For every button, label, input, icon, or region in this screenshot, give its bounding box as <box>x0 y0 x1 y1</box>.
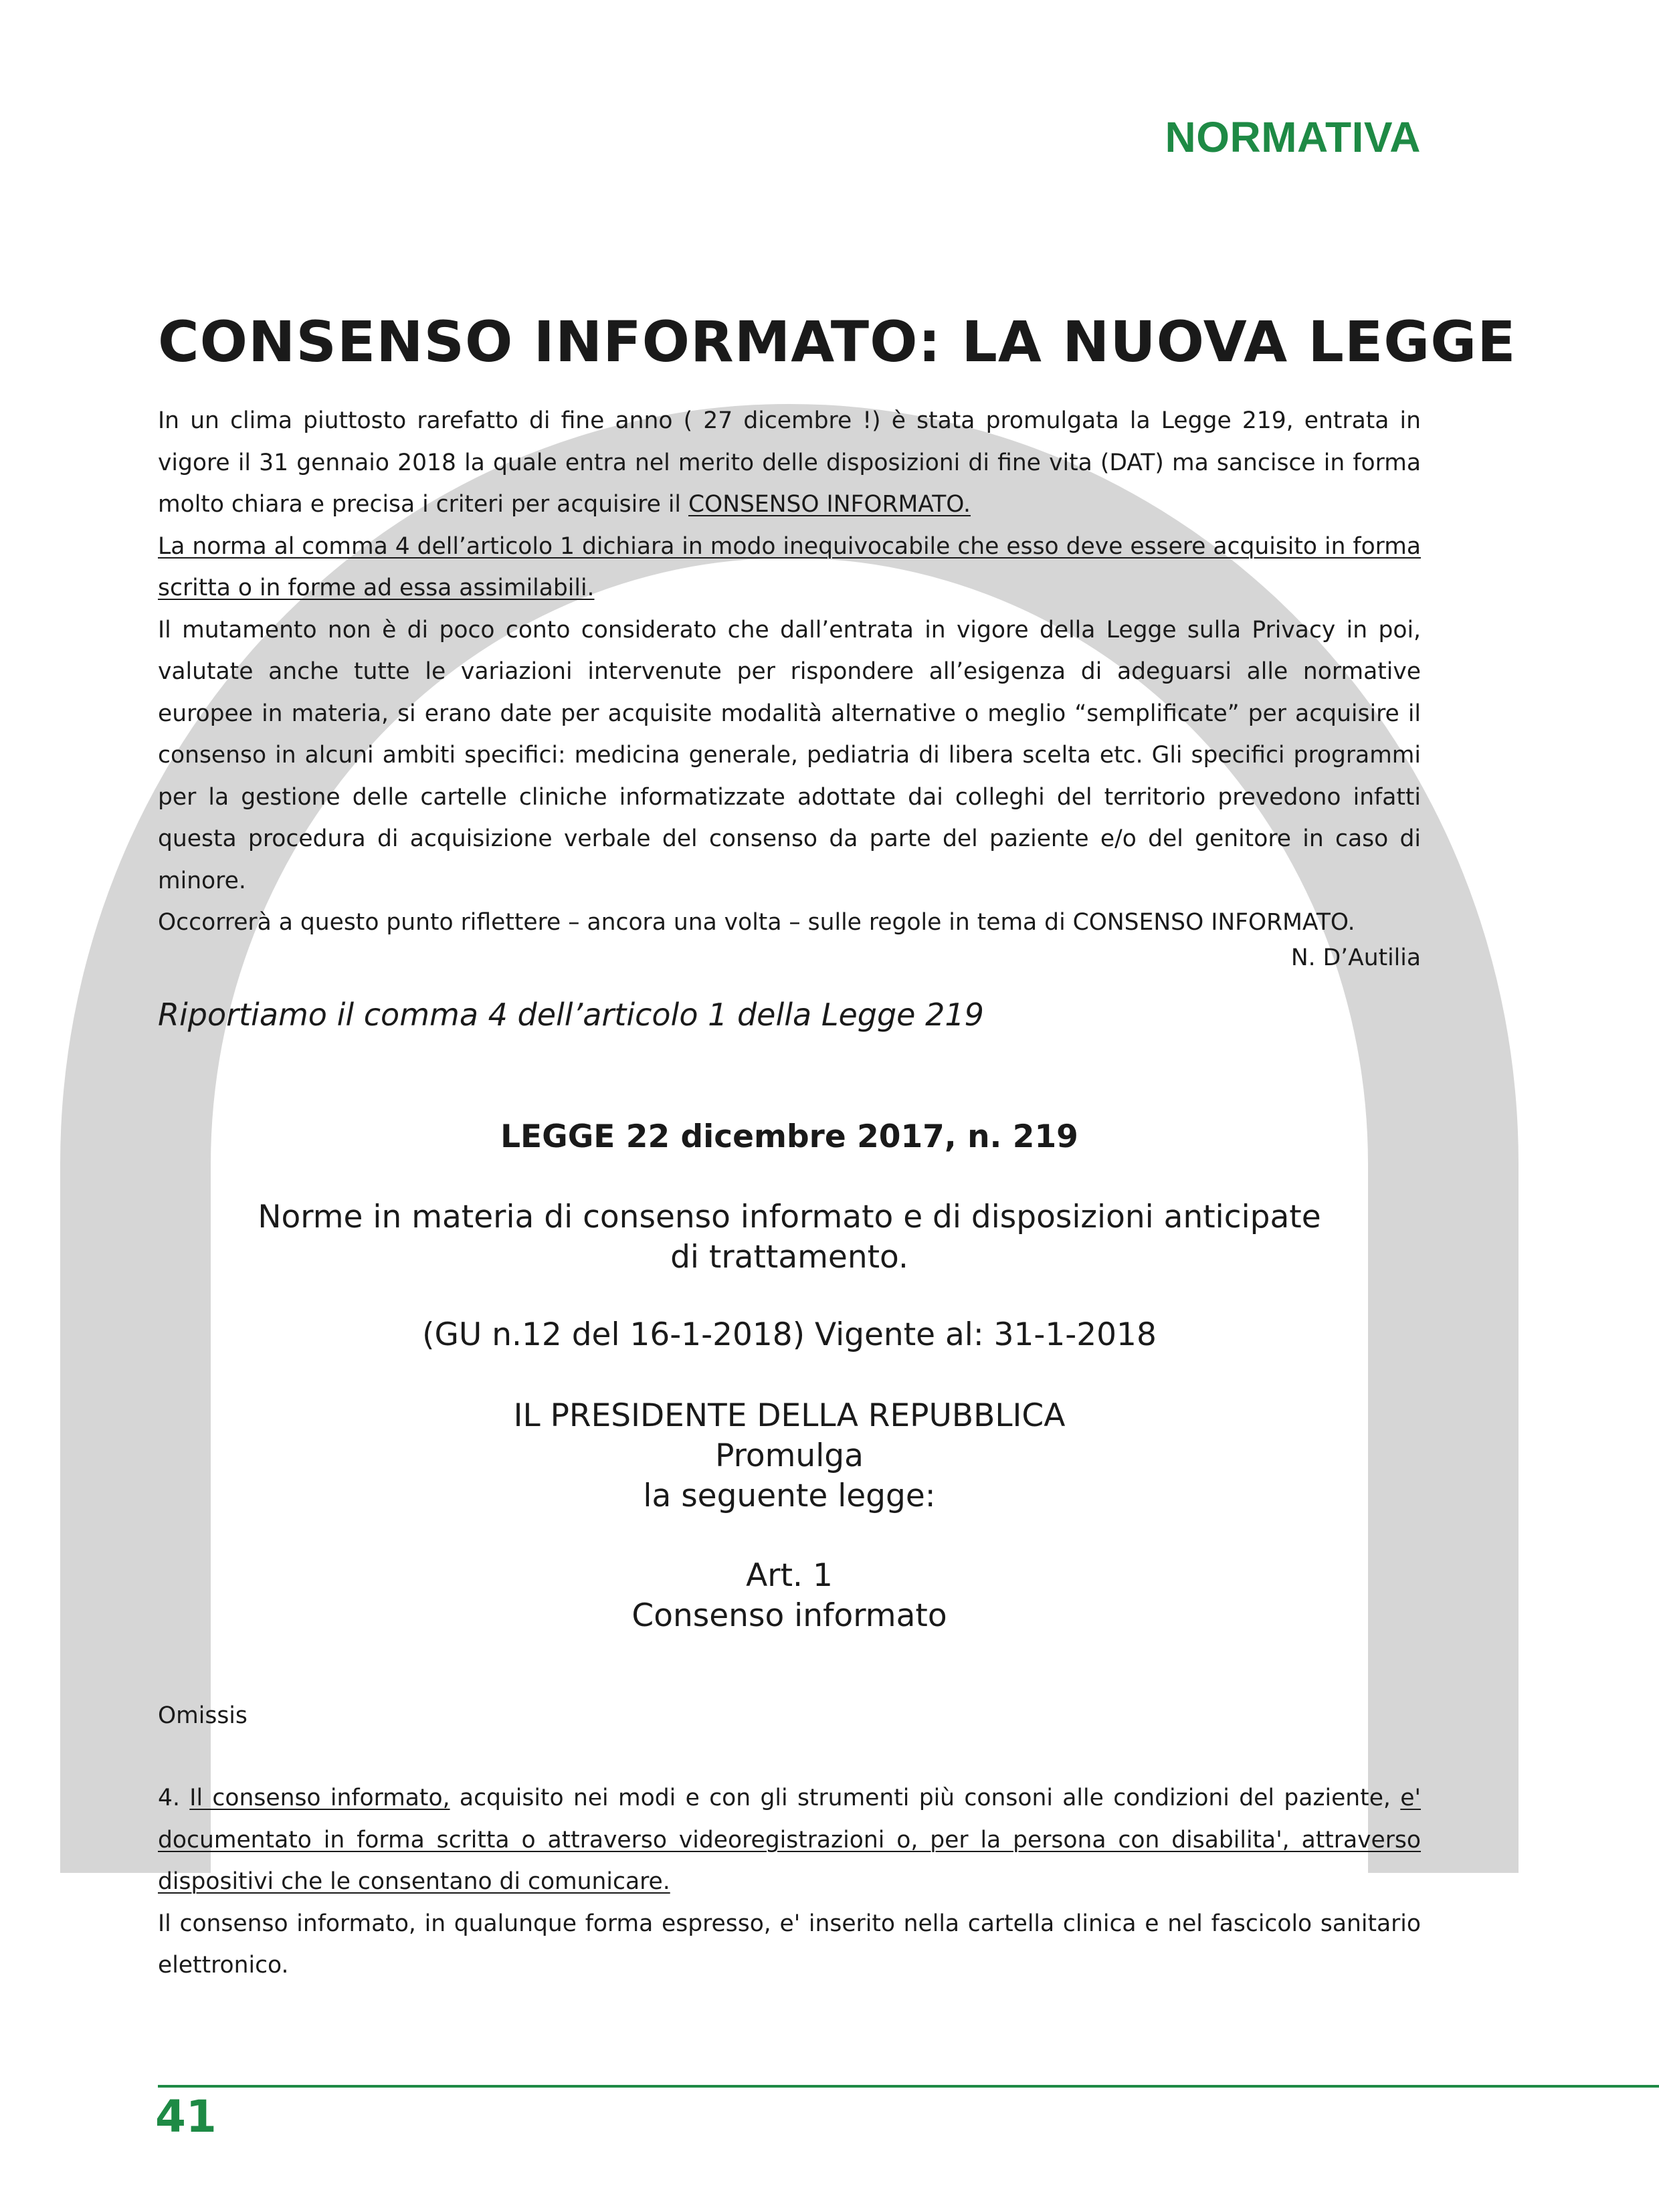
comma-4-second-paragraph: Il consenso informato, in qualunque forma espresso, e' inserito nella cartella clinica e nel fascicolo sanitario elettronico. <box>158 1910 1421 1979</box>
consenso-informato-emphasis: CONSENSO INFORMATO. <box>688 491 971 518</box>
author-signature: N. D’Autilia <box>1290 944 1421 971</box>
intro-paragraph-3: Il mutamento non è di poco conto considerato che dall’entrata in vigore della Legge sulla Privacy in poi, valutate anche tutte le variazioni intervenute per rispondere all’esigenza di adeguarsi alle normative europee in materia, si erano date per acquisite modalità alternative o meglio “semplificate” per acquisire il consenso in alcuni ambiti specifici: medicina generale, pediatria di libera scelta etc. Gli specifici programmi per la gestione delle cartelle cliniche informatizzate adottate dai colleghi del territorio prevedono infatti questa procedura di acquisizione verbale del consenso da parte del paziente e/o del genitore in caso di minore. <box>158 616 1421 894</box>
intro-text: In un clima piuttosto rarefatto di fine anno ( 27 dicembre !) è stata promulgata la Legge 219, entrata in vigore il 31 gennaio 2018 la quale entra nel merito delle disposizioni di fine vita (DAT) ma sancisce in forma molto chiara e precisa i criteri per acquisire il <box>158 407 1421 518</box>
footer-divider <box>158 2085 1659 2088</box>
underlined-phrase: e' documentato in forma scritta o attraverso videoregistrazioni o, per la persona con disabilita', attraverso dispositivi che le consentano di comunicare. <box>158 1785 1421 1895</box>
page-number: 41 <box>155 2091 217 2142</box>
plain-phrase: acquisito nei modi e con gli strumenti più consoni alle condizioni del paziente, <box>450 1785 1401 1811</box>
law-subtitle-line: Norme in materia di consenso informato e di disposizioni anticipate <box>258 1199 1321 1235</box>
underlined-statement: La norma al comma 4 dell’articolo 1 dichiara in modo inequivocabile che esso deve essere acquisito in forma scritta o in forme ad essa assimilabili. <box>158 532 1421 601</box>
section-label: NORMATIVA <box>1165 113 1421 161</box>
law-subtitle <box>158 1197 1421 1278</box>
intro-paragraph-4: Occorrerà a questo punto riflettere – ancora una volta – sulle regole in tema di CONSENSO INFORMATO. <box>158 909 1355 936</box>
comma-4-paragraph <box>158 1777 1421 1903</box>
promulgation-line: la seguente legge: <box>643 1478 936 1514</box>
article-heading <box>158 1556 1421 1636</box>
omissis-note: Omissis <box>158 1702 248 1729</box>
law-subtitle-line: di trattamento. <box>670 1239 908 1276</box>
promulgation-line: IL PRESIDENTE DELLA REPUBBLICA <box>513 1397 1066 1434</box>
article-number: Art. 1 <box>746 1557 833 1594</box>
intro-paragraph-1 <box>158 400 1421 526</box>
article-intro <box>158 400 1421 944</box>
promulgation-line: Promulga <box>715 1437 864 1474</box>
article-title: Consenso informato <box>631 1597 947 1634</box>
law-title: LEGGE 22 dicembre 2017, n. 219 <box>500 1118 1078 1155</box>
intro-paragraph-2 <box>158 526 1421 609</box>
comma-number: 4. <box>158 1785 190 1811</box>
comma-4-text <box>158 1777 1421 1987</box>
underlined-phrase: Il consenso informato, <box>189 1785 450 1811</box>
promulgation-block <box>158 1396 1421 1516</box>
quote-introduction: Riportiamo il comma 4 dell’articolo 1 della Legge 219 <box>158 997 984 1033</box>
gazette-reference: (GU n.12 del 16-1-2018) Vigente al: 31-1-2018 <box>422 1316 1157 1353</box>
page-title: CONSENSO INFORMATO: LA NUOVA LEGGE <box>158 309 1517 375</box>
